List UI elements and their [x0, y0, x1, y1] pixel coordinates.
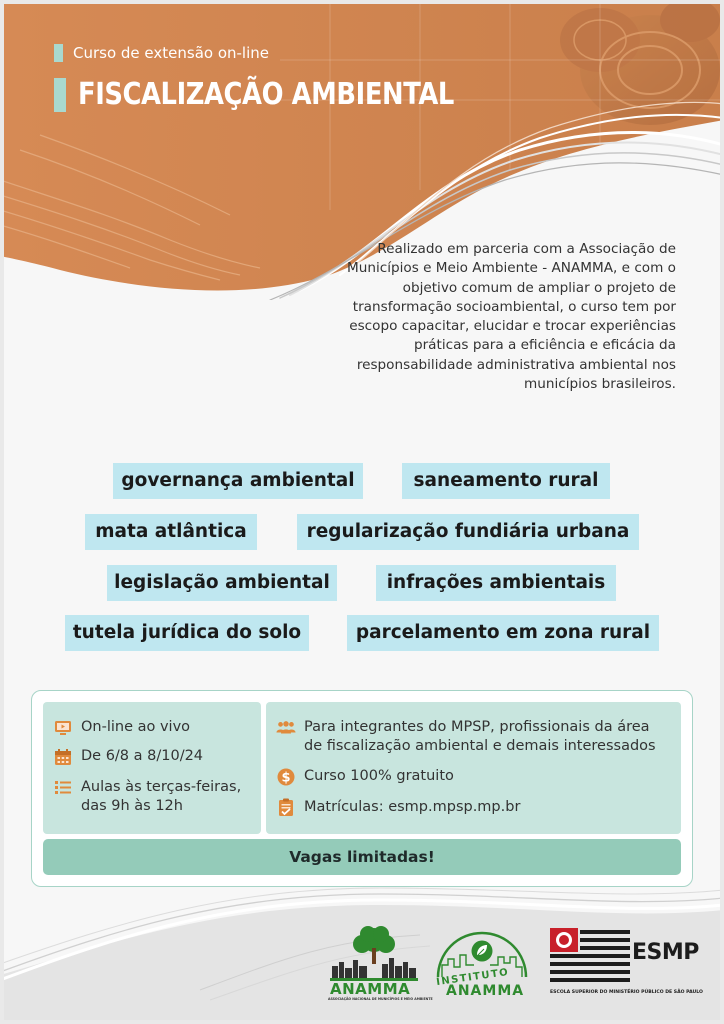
dates-text: De 6/8 a 8/10/24 — [81, 748, 204, 764]
accent-bar — [54, 44, 63, 62]
schedule-line-2: das 9h às 12h — [81, 798, 183, 814]
price-row — [276, 767, 454, 786]
leaf-icon — [471, 940, 493, 962]
clipboard-icon — [276, 798, 296, 817]
audience-text — [304, 718, 656, 756]
instituto-anamma-logo — [430, 927, 534, 1001]
course-kicker — [54, 44, 269, 62]
intro-paragraph: Realizado em parceria com a Associação de Municípios e Meio Ambiente - ANAMMA, e com o objetivo comum de ampliar o projeto de transformação socioambiental, o curso tem por escopo capacitar, elucidar e trocar experiências práticas para a eficiência e eficácia da responsabilidade administrativa ambiental nos municípios brasileiros. — [347, 241, 676, 393]
schedule-row — [53, 778, 241, 816]
audience-line-1: Para integrantes do MPSP, profissionais da área — [304, 719, 650, 735]
enroll-row — [276, 798, 520, 817]
price-text: Curso 100% gratuito — [304, 768, 454, 784]
audience-line-2: de fiscalização ambiental e demais interessados — [304, 738, 656, 754]
anamma-name: ANAMMA — [330, 980, 411, 998]
calendar-icon — [53, 747, 73, 766]
instituto-label: INSTITUTO — [435, 966, 511, 989]
schedule-line-1: Aulas às terças-feiras, — [81, 779, 242, 795]
flag-icon — [550, 928, 630, 982]
modality-row — [53, 718, 190, 737]
enroll-text: Matrículas: esmp.mpsp.mp.br — [304, 799, 521, 815]
anamma-tagline: ASSOCIAÇÃO NACIONAL DE MUNICÍPIOS E MEIO AMBIENTE — [328, 997, 433, 1001]
modality-text: On-line ao vivo — [81, 719, 191, 735]
kicker-text: Curso de extensão on-line — [73, 44, 270, 62]
details-panel — [266, 702, 681, 834]
topic-tag: regularização fundiária urbana — [297, 514, 639, 550]
svg-text:$: $ — [281, 770, 291, 785]
instituto-anamma-name: ANAMMA — [446, 983, 525, 999]
dates-row — [53, 747, 203, 766]
topic-tag: tutela jurídica do solo — [65, 615, 309, 651]
esmp-name: ESMP — [632, 940, 699, 965]
topic-tag: infrações ambientais — [376, 565, 616, 601]
esmp-logo — [550, 928, 703, 1000]
topic-tag: governança ambiental — [113, 463, 363, 499]
anamma-logo — [326, 924, 433, 1001]
topic-tag: mata atlântica — [85, 514, 257, 550]
audience-row — [276, 718, 656, 756]
list-icon — [53, 778, 73, 797]
topic-tag: saneamento rural — [402, 463, 610, 499]
accent-bar — [54, 78, 66, 112]
limited-seats-banner: Vagas limitadas! — [43, 839, 681, 875]
monitor-icon — [53, 718, 73, 737]
info-box — [31, 690, 693, 887]
people-icon — [276, 718, 296, 737]
tree-icon — [326, 924, 422, 982]
schedule-panel — [43, 702, 261, 834]
title-text: FISCALIZAÇÃO AMBIENTAL — [78, 77, 454, 112]
topic-tag: parcelamento em zona rural — [347, 615, 659, 651]
course-title — [54, 77, 515, 112]
topic-tag: legislação ambiental — [107, 565, 337, 601]
dollar-icon — [276, 767, 296, 786]
schedule-text — [81, 778, 241, 816]
esmp-tagline: ESCOLA SUPERIOR DO MINISTÉRIO PÚBLICO DE SÃO PAULO — [550, 990, 703, 995]
